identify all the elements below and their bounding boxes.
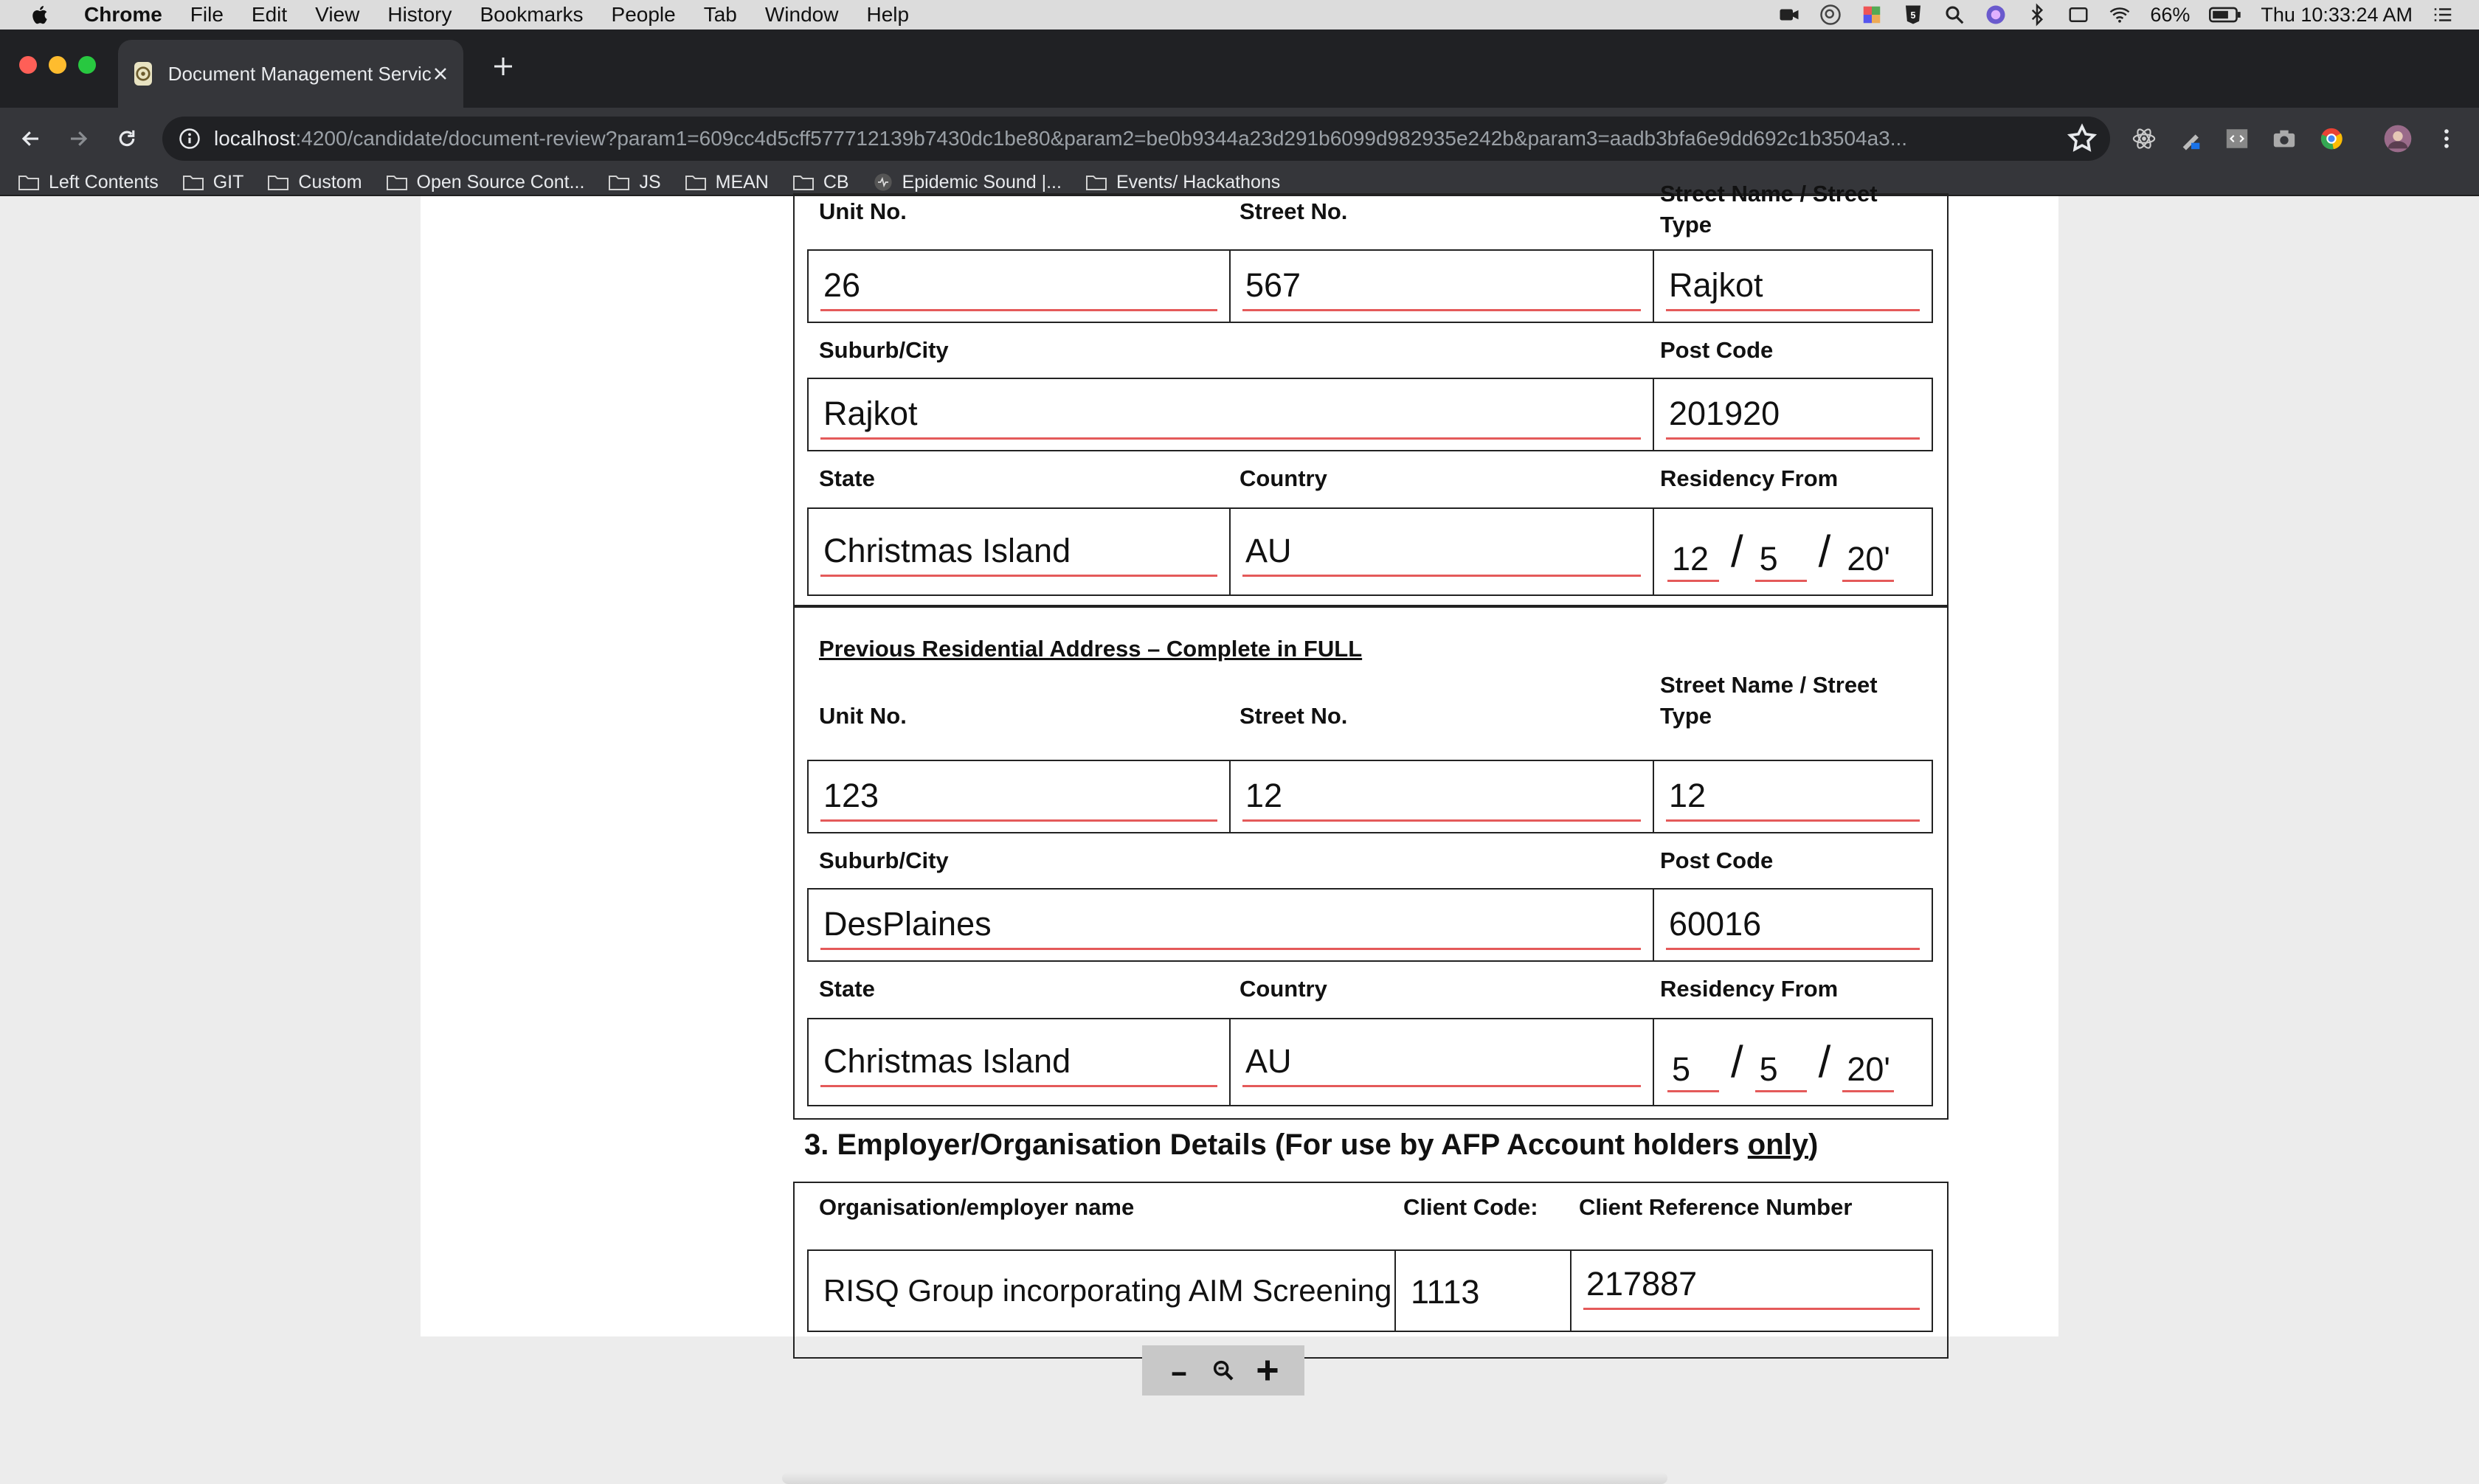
label-suburb: Suburb/City	[819, 847, 949, 873]
label-state: State	[819, 976, 875, 1002]
bookmark-label: CB	[823, 171, 849, 193]
tab-title: Document Management Servic	[167, 62, 432, 85]
label-street-name: Street Name / Street	[1660, 181, 1878, 207]
wifi-icon[interactable]	[2109, 4, 2131, 26]
zoom-controls	[1142, 1345, 1304, 1395]
next-page-shadow	[782, 1472, 1667, 1484]
code-extension-icon[interactable]	[2222, 124, 2252, 153]
current-state-input[interactable]: Christmas Island	[820, 527, 1217, 577]
label-street-name: Street Name / Street	[1660, 672, 1878, 698]
folder-icon	[792, 173, 815, 191]
current-street-no-input[interactable]: 567	[1242, 261, 1641, 311]
epidemic-sound-icon	[873, 172, 893, 193]
field-cell	[1653, 890, 1932, 960]
label-suburb: Suburb/City	[819, 337, 949, 363]
field-cell	[809, 251, 1229, 322]
window-minimize-button[interactable]	[49, 56, 66, 74]
folder-icon	[18, 173, 40, 191]
menu-app-name[interactable]: Chrome	[84, 3, 162, 26]
employer-heading-emphasis: only	[1747, 1128, 1809, 1161]
color-app-icon[interactable]	[1861, 4, 1883, 26]
client-ref-input[interactable]: 217887	[1583, 1260, 1920, 1310]
field-cell	[1229, 761, 1653, 832]
label-client-code: Client Code:	[1403, 1194, 1538, 1220]
label-street-no: Street No.	[1240, 703, 1348, 729]
current-residency-day-input[interactable]: 12	[1667, 533, 1719, 582]
field-cell	[809, 890, 1653, 960]
employer-heading-text: 3. Employer/Organisation Details (For use by AFP Account holders	[804, 1128, 1748, 1161]
org-name-value: RISQ Group incorporating AIM Screening	[823, 1273, 1392, 1308]
previous-address-heading: Previous Residential Address – Complete in FULL	[819, 636, 1363, 662]
current-state-row	[807, 507, 1933, 596]
new-tab-button[interactable]	[487, 50, 519, 83]
siri-icon[interactable]	[1985, 4, 2007, 26]
menu-bookmarks[interactable]: Bookmarks	[480, 3, 584, 26]
label-unit-no: Unit No.	[819, 198, 907, 224]
site-favicon-icon	[134, 62, 152, 86]
field-cell	[809, 1019, 1229, 1105]
field-cell	[809, 379, 1653, 450]
label-street-no: Street No.	[1240, 198, 1348, 224]
chrome-extension-icon[interactable]	[2317, 124, 2346, 153]
bookmark-folder[interactable]	[182, 172, 244, 193]
previous-residency-day-input[interactable]: 5	[1667, 1044, 1719, 1092]
zoom-out-button[interactable]	[1163, 1354, 1195, 1387]
video-icon[interactable]	[1778, 4, 1800, 26]
date-separator: /	[1818, 527, 1831, 576]
label-org-name: Organisation/employer name	[819, 1194, 1135, 1220]
previous-postcode-input[interactable]: 60016	[1666, 900, 1920, 950]
field-cell	[1653, 1019, 1932, 1105]
menu-history[interactable]: History	[387, 3, 452, 26]
folder-icon	[685, 173, 707, 191]
profile-avatar-icon[interactable]	[2383, 124, 2413, 153]
status-tray	[1778, 0, 2454, 30]
previous-street-no-input[interactable]: 12	[1242, 772, 1641, 822]
previous-residency-date	[1667, 1019, 1894, 1105]
label-state: State	[819, 465, 875, 491]
bookmark-folder[interactable]	[18, 172, 159, 193]
bookmark-folder[interactable]	[685, 172, 769, 193]
field-cell	[809, 509, 1229, 594]
chrome-tab-strip	[0, 30, 2479, 108]
date-separator: /	[1818, 1037, 1831, 1086]
menu-help[interactable]: Help	[866, 3, 910, 26]
bookmark-link[interactable]	[873, 172, 1062, 193]
previous-suburb-row	[807, 888, 1933, 962]
bookmark-label: GIT	[212, 171, 244, 193]
bookmark-label: Left Contents	[49, 171, 159, 193]
label-postcode: Post Code	[1660, 337, 1774, 363]
label-country: Country	[1240, 465, 1327, 491]
label-client-ref: Client Reference Number	[1579, 1194, 1853, 1220]
current-residency-year-input[interactable]: 20'	[1842, 533, 1894, 582]
current-postcode-input[interactable]: 201920	[1666, 389, 1920, 440]
bookmark-label: Events/ Hackathons	[1116, 171, 1281, 193]
menu-edit[interactable]: Edit	[251, 3, 288, 26]
bluetooth-icon[interactable]	[2026, 4, 2048, 26]
zoom-in-button[interactable]	[1251, 1354, 1284, 1387]
menu-view[interactable]: View	[315, 3, 360, 26]
notification-center-icon[interactable]	[2432, 4, 2454, 26]
current-suburb-row	[807, 378, 1933, 451]
reload-button[interactable]	[111, 122, 143, 155]
current-country-input[interactable]: AU	[1242, 527, 1641, 577]
folder-icon	[386, 173, 408, 191]
back-button[interactable]	[15, 122, 47, 155]
label-country: Country	[1240, 976, 1327, 1002]
menu-people[interactable]: People	[611, 3, 676, 26]
bookmarks-bar	[0, 170, 2479, 196]
date-separator: /	[1731, 527, 1743, 576]
field-cell	[809, 1251, 1394, 1331]
folder-icon	[182, 173, 204, 191]
macos-menubar	[0, 0, 2479, 30]
label-residency-from: Residency From	[1660, 976, 1839, 1002]
label-street-type: Type	[1660, 703, 1712, 729]
keyboard-icon[interactable]	[2067, 4, 2089, 26]
spotlight-search-icon[interactable]	[1943, 4, 1965, 26]
field-cell	[1653, 509, 1932, 594]
label-street-type: Type	[1660, 212, 1712, 237]
current-residency-month-input[interactable]: 5	[1755, 533, 1807, 582]
zoom-search-icon[interactable]	[1207, 1354, 1240, 1387]
html5-icon[interactable]	[1902, 4, 1924, 26]
address-bar[interactable]	[162, 117, 2110, 161]
employer-section-heading	[804, 1128, 1818, 1162]
client-code-value: 1113	[1411, 1273, 1480, 1311]
menubar-clock[interactable]: Thu 10:33:24 AM	[2261, 3, 2413, 26]
label-unit-no: Unit No.	[819, 703, 907, 729]
previous-unit-input[interactable]: 123	[820, 772, 1217, 822]
url-host: localhost	[214, 127, 296, 150]
bookmark-label: Epidemic Sound |...	[902, 171, 1062, 193]
folder-icon	[1085, 173, 1107, 191]
field-cell	[1653, 379, 1932, 450]
date-separator: /	[1731, 1037, 1743, 1086]
menu-window[interactable]: Window	[764, 3, 839, 26]
label-postcode: Post Code	[1660, 847, 1774, 873]
field-cell	[1229, 509, 1653, 594]
current-street-name-input[interactable]: Rajkot	[1666, 261, 1920, 311]
field-cell	[1394, 1251, 1570, 1331]
browser-tab-active[interactable]	[118, 40, 463, 108]
magnifier-app-icon[interactable]	[1819, 4, 1842, 26]
label-residency-from: Residency From	[1660, 465, 1839, 491]
bookmark-label: MEAN	[715, 171, 769, 193]
previous-state-input[interactable]: Christmas Island	[820, 1037, 1217, 1087]
current-suburb-input[interactable]: Rajkot	[820, 389, 1641, 440]
current-street-row	[807, 249, 1933, 323]
field-cell	[1229, 251, 1653, 322]
employer-heading-end: )	[1808, 1128, 1819, 1161]
camera-extension-icon[interactable]	[2269, 124, 2299, 153]
previous-country-input[interactable]: AU	[1242, 1037, 1641, 1087]
menu-file[interactable]: File	[190, 3, 224, 26]
bookmark-label: Open Source Cont...	[416, 171, 585, 193]
current-unit-input[interactable]: 26	[820, 261, 1217, 311]
window-close-button[interactable]	[19, 56, 37, 74]
bookmark-label: JS	[639, 171, 661, 193]
previous-residency-month-input[interactable]: 5	[1755, 1044, 1807, 1092]
previous-suburb-input[interactable]: DesPlaines	[820, 900, 1641, 950]
bookmark-folder[interactable]	[1085, 172, 1280, 193]
bookmark-star-icon[interactable]	[2066, 122, 2098, 155]
chrome-toolbar	[0, 108, 2479, 170]
field-cell	[1653, 761, 1932, 832]
field-cell	[1570, 1251, 1932, 1331]
url-path: :4200/candidate/document-review?param1=609cc4d5cff577712139b7430dc1be80&param2=be0b9344a23d291b6099d982935e242b&param3=aadb3bfa6e9dd692c1b3504a3...	[295, 127, 1908, 150]
battery-icon[interactable]	[2209, 4, 2241, 26]
current-residency-date	[1667, 509, 1894, 594]
previous-street-row	[807, 760, 1933, 833]
employer-row	[807, 1249, 1933, 1332]
react-devtools-icon[interactable]	[2129, 124, 2159, 153]
tab-close-icon[interactable]	[432, 61, 450, 86]
bookmark-folder[interactable]	[267, 172, 362, 193]
previous-residency-year-input[interactable]: 20'	[1842, 1044, 1894, 1092]
field-cell	[809, 761, 1229, 832]
field-cell	[1229, 1019, 1653, 1105]
bookmark-folder[interactable]	[608, 172, 660, 193]
bookmark-folder[interactable]	[792, 172, 849, 193]
bookmark-label: Custom	[298, 171, 362, 193]
folder-icon	[608, 173, 630, 191]
previous-state-row	[807, 1018, 1933, 1106]
window-zoom-button[interactable]	[78, 56, 96, 74]
menu-tab[interactable]: Tab	[703, 3, 737, 26]
battery-percent: 66%	[2150, 3, 2191, 26]
site-info-icon[interactable]	[179, 128, 201, 150]
apple-icon[interactable]	[30, 4, 52, 26]
field-cell	[1653, 251, 1932, 322]
bookmark-folder[interactable]	[386, 172, 585, 193]
url-text[interactable]	[214, 127, 2066, 150]
forward-button[interactable]	[62, 122, 94, 155]
pen-extension-icon[interactable]	[2177, 124, 2206, 153]
previous-street-name-input[interactable]: 12	[1666, 772, 1920, 822]
chrome-menu-icon[interactable]	[2432, 124, 2461, 153]
svg-text:5: 5	[1910, 10, 1916, 21]
folder-icon	[267, 173, 289, 191]
